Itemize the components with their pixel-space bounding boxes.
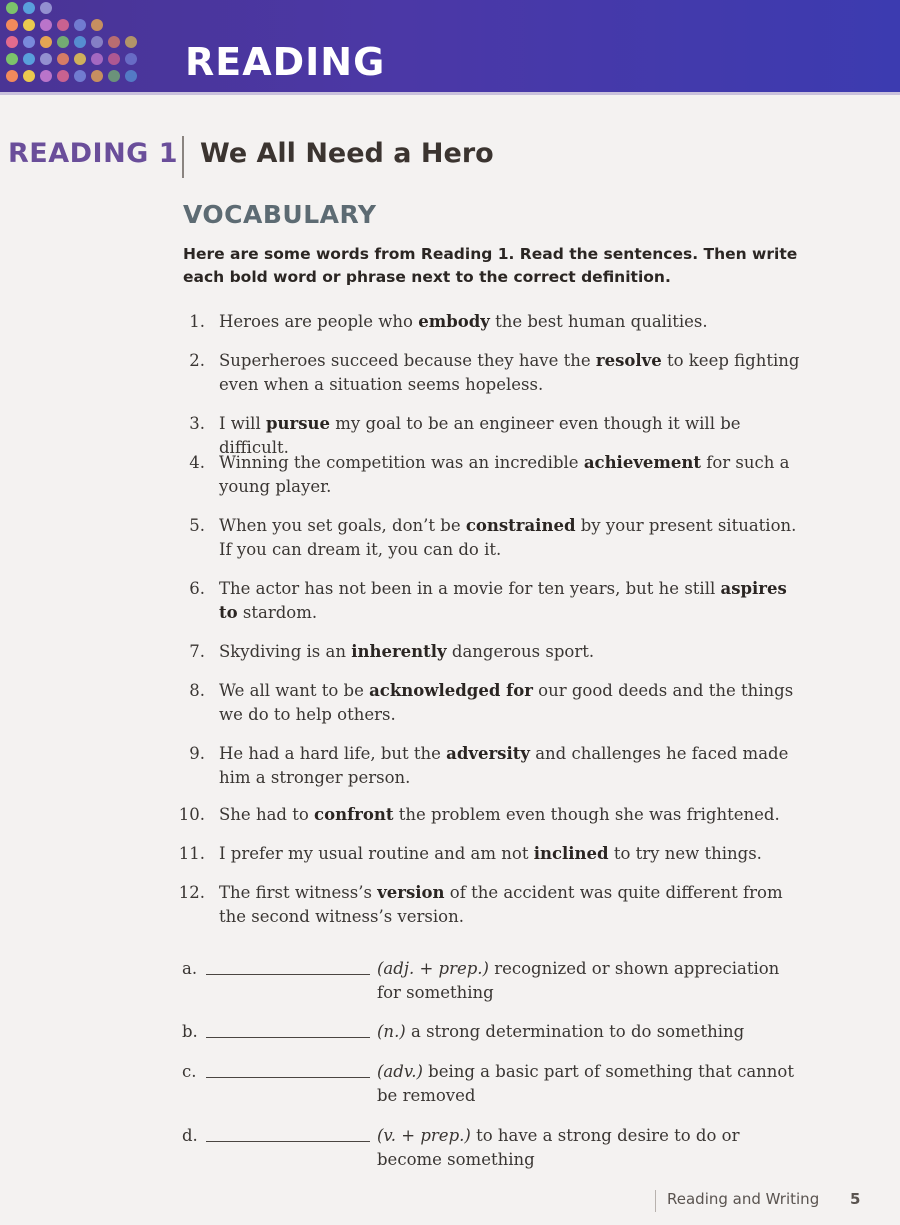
sentence-text (219, 451, 809, 499)
decorative-dot (57, 19, 69, 31)
decorative-dot (91, 53, 103, 65)
decorative-dot (6, 53, 18, 65)
sentence-text (219, 640, 809, 664)
definition-text (377, 1060, 797, 1108)
answer-blank[interactable] (206, 974, 370, 975)
decorative-dots-icon (6, 2, 156, 90)
definition-body: recognized or shown appreciation for something (377, 959, 780, 1002)
vocab-word: version (377, 883, 445, 902)
decorative-dot (6, 36, 18, 48)
definition-text (377, 1020, 797, 1044)
sentence-number: 3. (189, 414, 205, 433)
sentence-after: my goal to be an engineer even though it will be difficult. (219, 414, 741, 457)
decorative-dot (23, 2, 35, 14)
sentence-after: of the accident was quite different from the second witness’s version. (219, 883, 783, 926)
sentence-after: the best human qualities. (489, 312, 708, 331)
decorative-dot (6, 2, 18, 14)
definition-letter: a. (182, 959, 198, 978)
sentence-number: 11. (178, 844, 205, 863)
footer-label: Reading and Writing (667, 1190, 820, 1208)
sentence-after: by your present situation. If you can dream it, you can do it. (219, 516, 797, 559)
sentence-text (219, 349, 809, 397)
sentence-after: for such a young player. (219, 453, 790, 496)
sentence-before: When you set goals, don’t be (219, 516, 466, 535)
sentence-text (219, 842, 809, 866)
vocab-word: inclined (533, 844, 609, 863)
decorative-dot (108, 53, 120, 65)
decorative-dot (74, 70, 86, 82)
definition-body: being a basic part of something that cannot be removed (377, 1062, 794, 1105)
sentence-after: and challenges he faced made him a stronger person. (219, 744, 789, 787)
banner-title: READING (185, 40, 386, 84)
answer-blank[interactable] (206, 1037, 370, 1038)
decorative-dot (23, 70, 35, 82)
sentence-text (219, 881, 809, 929)
decorative-dot (125, 53, 137, 65)
sentence-after: to keep fighting even when a situation seems hopeless. (219, 351, 800, 394)
reading-title: We All Need a Hero (200, 138, 494, 169)
answer-blank[interactable] (206, 1077, 370, 1078)
decorative-dot (40, 53, 52, 65)
decorative-dot (74, 36, 86, 48)
sentence-after: to try new things. (608, 844, 762, 863)
sentence-before: We all want to be (219, 681, 370, 700)
sentence-before: Winning the competition was an incredible (219, 453, 584, 472)
definition-text (377, 957, 797, 1005)
sentence-number: 9. (189, 744, 205, 763)
decorative-dot (23, 19, 35, 31)
vocab-word: resolve (595, 351, 662, 370)
decorative-dot (74, 53, 86, 65)
part-of-speech: (n.) (377, 1022, 406, 1041)
vocab-word: adversity (446, 744, 530, 763)
sentence-number: 4. (189, 453, 205, 472)
header-banner (0, 0, 900, 92)
sentence-number: 1. (189, 312, 205, 331)
title-divider (182, 136, 184, 178)
sentence-text (219, 742, 809, 790)
decorative-dot (91, 36, 103, 48)
decorative-dot (6, 70, 18, 82)
decorative-dot (57, 53, 69, 65)
vocab-word: inherently (351, 642, 447, 661)
sentence-number: 8. (189, 681, 205, 700)
sentence-before: She had to (219, 805, 315, 824)
sentence-after: our good deeds and the things we do to help others. (219, 681, 794, 724)
decorative-dot (40, 70, 52, 82)
sentence-text (219, 679, 809, 727)
decorative-dot (23, 53, 35, 65)
sentence-number: 10. (178, 805, 205, 824)
sentence-before: I prefer my usual routine and am not (219, 844, 534, 863)
decorative-dot (40, 19, 52, 31)
sentence-number: 2. (189, 351, 205, 370)
decorative-dot (108, 70, 120, 82)
decorative-dot (91, 70, 103, 82)
decorative-dot (74, 19, 86, 31)
footer-divider (655, 1190, 656, 1212)
sentence-before: Skydiving is an (219, 642, 352, 661)
reading-label: READING 1 (8, 138, 179, 169)
definition-letter: b. (182, 1022, 198, 1041)
decorative-dot (40, 2, 52, 14)
decorative-dot (6, 19, 18, 31)
part-of-speech: (adv.) (377, 1062, 423, 1081)
part-of-speech: (adj. + prep.) (377, 959, 489, 978)
decorative-dot (40, 36, 52, 48)
vocab-word: embody (418, 312, 490, 331)
decorative-dot (125, 70, 137, 82)
decorative-dot (108, 36, 120, 48)
sentence-before: The actor has not been in a movie for ten years, but he still (219, 579, 721, 598)
vocab-word: acknowledged for (369, 681, 533, 700)
banner-underline (0, 92, 900, 95)
sentence-text (219, 310, 809, 334)
page-number: 5 (850, 1190, 861, 1208)
vocab-word: pursue (265, 414, 330, 433)
sentence-after: stardom. (237, 603, 318, 622)
definition-body: a strong determination to do something (405, 1022, 745, 1041)
sentence-after: dangerous sport. (446, 642, 595, 661)
sentence-number: 6. (189, 579, 205, 598)
definition-letter: c. (182, 1062, 197, 1081)
instructions: Here are some words from Reading 1. Read the sentences. Then write each bold word or phrase next to the correct definition. (183, 245, 798, 286)
definition-letter: d. (182, 1126, 198, 1145)
vocabulary-heading: VOCABULARY (183, 200, 377, 229)
answer-blank[interactable] (206, 1141, 370, 1142)
vocab-word: achievement (583, 453, 701, 472)
sentence-number: 7. (189, 642, 205, 661)
sentence-before: Superheroes succeed because they have the (219, 351, 596, 370)
sentence-number: 5. (189, 516, 205, 535)
sentence-before: He had a hard life, but the (219, 744, 447, 763)
vocab-word: confront (314, 805, 394, 824)
vocab-word: constrained (465, 516, 576, 535)
sentence-text (219, 514, 809, 562)
vocab-word: aspires to (219, 579, 787, 622)
sentence-text (219, 803, 809, 827)
definition-text (377, 1124, 797, 1172)
decorative-dot (57, 70, 69, 82)
decorative-dot (125, 36, 137, 48)
sentence-before: The first witness’s (219, 883, 378, 902)
decorative-dot (23, 36, 35, 48)
decorative-dot (57, 36, 69, 48)
decorative-dot (91, 19, 103, 31)
sentence-before: Heroes are people who (219, 312, 419, 331)
sentence-text (219, 577, 809, 625)
sentence-number: 12. (178, 883, 205, 902)
part-of-speech: (v. + prep.) (377, 1126, 471, 1145)
sentence-before: I will (219, 414, 266, 433)
sentence-after: the problem even though she was frightened. (393, 805, 780, 824)
definition-body: to have a strong desire to do or become something (377, 1126, 740, 1169)
